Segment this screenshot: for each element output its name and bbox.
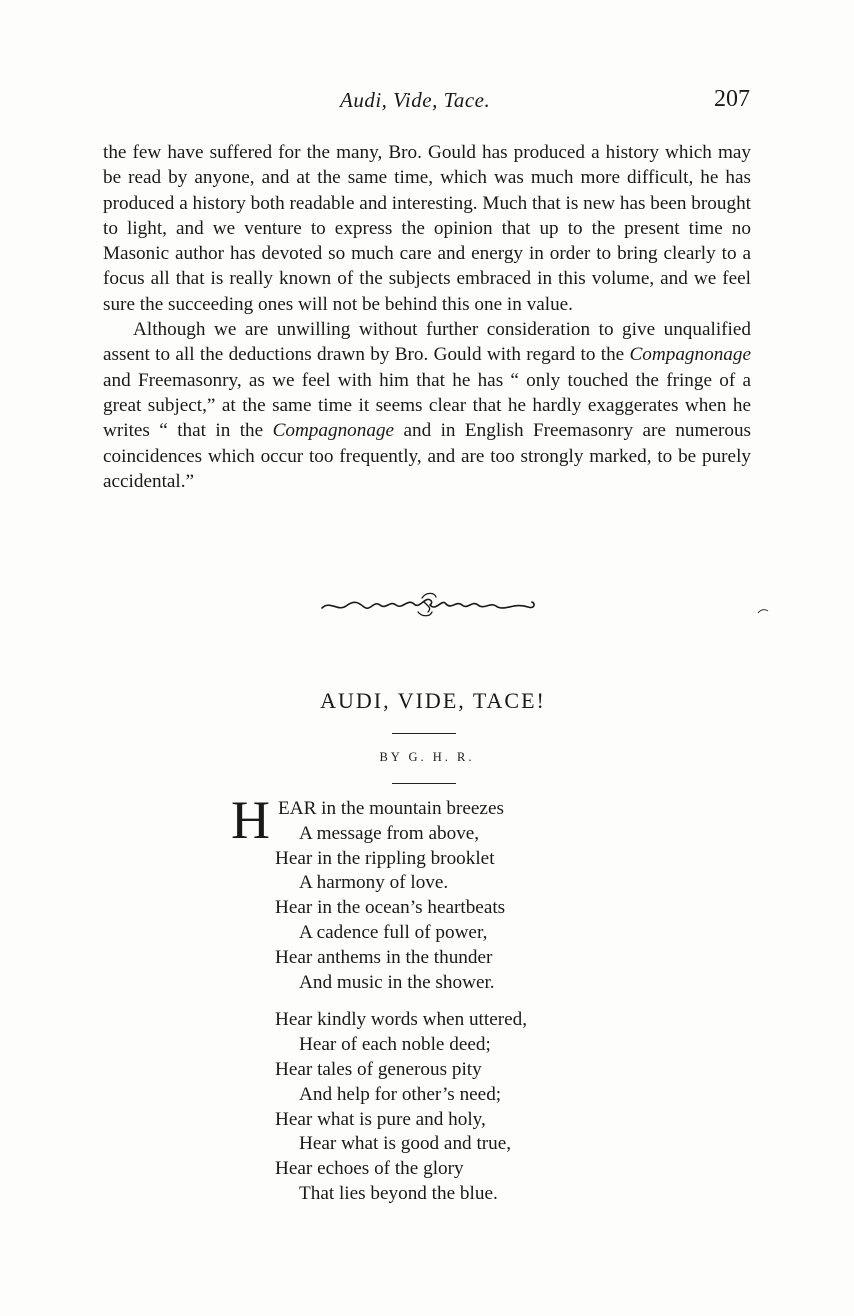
stanza-2 bbox=[235, 1008, 527, 1206]
flourish-ornament-icon bbox=[318, 590, 538, 620]
paragraph-1: the few have suffered for the many, Bro. Gould has produced a history which may be read by anyone, and at the same time, which was much more difficult, he has produced a history both readable and interesting. Much that is new has been brought to light, and we venture to express the opinion that up to the present time no Masonic author has devoted so much care and energy in order to bring clearly to a focus all that is really known of the subjects embraced in this volume, and we feel sure the succeeding ones will not be behind this one in value. bbox=[103, 142, 751, 315]
paragraph-2-italic-term-1: Compagnonage bbox=[629, 344, 751, 366]
title-rule bbox=[392, 733, 456, 734]
drop-cap: H bbox=[231, 790, 270, 850]
paragraph-2-italic-term-2: Compagnonage bbox=[272, 420, 395, 442]
byline-rule bbox=[392, 783, 456, 784]
paragraph-2-part-a: Although we are unwilling without further consideration to give unqualified assent to all the deductions drawn by Bro. Gould with regard to the bbox=[103, 319, 751, 366]
article-body bbox=[103, 140, 751, 494]
poem-title: AUDI, VIDE, TACE! bbox=[320, 688, 546, 713]
poem-byline: BY G. H. R. bbox=[379, 750, 475, 764]
poem-line: Hear in the ocean’s heartbeats bbox=[275, 897, 506, 919]
page-number: 207 bbox=[714, 86, 750, 112]
poem-line: And help for other’s need; bbox=[299, 1083, 502, 1105]
running-title: Audi, Vide, Tace. bbox=[340, 88, 491, 112]
poem-line: Hear of each noble deed; bbox=[299, 1034, 491, 1056]
paragraph-2-part-b: and Freemasonry, as we feel with him that he has “ only touched the fringe of a great subject,” at the same time it seems clear that he hardly exaggerates when he writes “ that in the bbox=[103, 369, 751, 442]
stanza-1 bbox=[231, 790, 527, 995]
poem-line: EAR in the mountain breezes bbox=[278, 798, 504, 819]
poem-line: Hear kindly words when uttered, bbox=[275, 1009, 528, 1031]
margin-mark-icon bbox=[757, 608, 769, 614]
poem-line: And music in the shower. bbox=[299, 971, 495, 993]
poem-line: Hear echoes of the glory bbox=[275, 1158, 464, 1180]
poem-line: Hear tales of generous pity bbox=[275, 1058, 482, 1080]
poem-line: Hear in the rippling brooklet bbox=[275, 847, 495, 869]
poem-line: A cadence full of power, bbox=[299, 921, 488, 943]
poem-line: A harmony of love. bbox=[299, 872, 449, 894]
poem-line: Hear anthems in the thunder bbox=[275, 946, 493, 968]
running-head bbox=[0, 88, 854, 118]
paragraph-2 bbox=[103, 317, 751, 494]
poem-line: Hear what is good and true, bbox=[299, 1133, 512, 1155]
paragraph-2-part-c: and in English Freemasonry are numerous coincidences which occur too frequently, and are too strongly marked, to be purely accidental.” bbox=[103, 420, 752, 492]
poem-line: A message from above, bbox=[299, 822, 480, 844]
poem-body bbox=[231, 790, 528, 1207]
poem-line: Hear what is pure and holy, bbox=[275, 1108, 486, 1130]
stanza-gap bbox=[235, 995, 527, 1008]
poem-line: That lies beyond the blue. bbox=[299, 1182, 498, 1204]
